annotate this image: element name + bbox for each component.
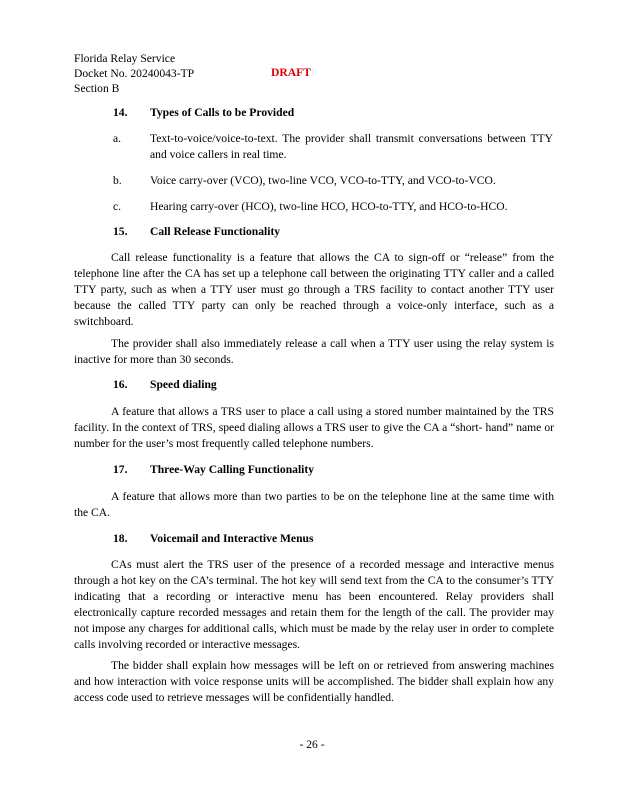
section-18-heading	[113, 532, 313, 545]
section-17-heading	[113, 463, 314, 476]
paragraph: CAs must alert the TRS user of the presence of a recorded message and interactive menus through a hot key on the CA’s terminal. The hot key will send text from the CA to the consumer’s TTY indicating that a recording or interactive menu has been encountered. Relay providers shall electronically capture recorded messages and retain them for the length of the call. The provider may not impose any charges for additional calls, which must be made by the relay user in order to complete calls involving recorded or interactive messages.	[74, 558, 554, 651]
page-number: - 26 -	[299, 738, 325, 751]
list-item	[113, 199, 553, 215]
paragraph: A feature that allows more than two parties to be on the telephone line at the same time with the CA.	[74, 490, 554, 519]
section-16-heading	[113, 378, 217, 391]
section-title: Speed dialing	[150, 378, 217, 391]
section-title: Types of Calls to be Provided	[150, 106, 295, 119]
section-title: Three-Way Calling Functionality	[150, 463, 315, 476]
section-title: Call Release Functionality	[150, 225, 281, 238]
section-number: 17.	[113, 463, 128, 476]
section-number: 14.	[113, 106, 128, 119]
list-item-text: Text-to-voice/voice-to-text. The provider shall transmit conversations between TTY and voice callers in real time.	[150, 132, 553, 161]
section-number: 15.	[113, 225, 128, 238]
header-line-3: Section B	[74, 82, 120, 95]
section-number: 16.	[113, 378, 128, 391]
list-item	[113, 173, 553, 189]
running-header	[74, 51, 194, 96]
list-item-text: Hearing carry-over (HCO), two-line HCO, HCO-to-TTY, and HCO-to-HCO.	[150, 200, 508, 213]
section-14-heading	[113, 106, 294, 119]
paragraph: The provider shall also immediately release a call when a TTY user using the relay system is inactive for more than 30 seconds.	[74, 337, 554, 366]
paragraph: A feature that allows a TRS user to place a call using a stored number maintained by the TRS facility. In the context of TRS, speed dialing allows a TRS user to give the CA a “short- hand” name or number for the user’s most frequently called telephone numbers.	[74, 405, 554, 450]
list-item-label: c.	[113, 200, 122, 213]
header-line-1: Florida Relay Service	[74, 52, 176, 65]
list-item-label: b.	[113, 174, 122, 187]
list-item-text: Voice carry-over (VCO), two-line VCO, VCO-to-TTY, and VCO-to-VCO.	[150, 174, 496, 187]
section-number: 18.	[113, 532, 128, 545]
draft-label: DRAFT	[271, 66, 311, 79]
paragraph: Call release functionality is a feature that allows the CA to sign-off or “release” from the telephone line after the CA has set up a telephone call between the originating TTY caller and a called TTY party, such as when a TTY user must go through a TRS facility to contact another TTY user because the called TTY party can only be reached through a voice-only interface, such as a switchboard.	[74, 251, 554, 328]
list-item-label: a.	[113, 132, 122, 145]
paragraph: The bidder shall explain how messages will be left on or retrieved from answering machines and how interaction with voice response units will be accomplished. The bidder shall explain how any access code used to retrieve messages will be confidentially handled.	[74, 659, 554, 704]
header-line-2: Docket No. 20240043-TP	[74, 67, 195, 80]
section-title: Voicemail and Interactive Menus	[150, 532, 314, 545]
section-15-heading	[113, 225, 280, 238]
list-item	[113, 131, 553, 163]
